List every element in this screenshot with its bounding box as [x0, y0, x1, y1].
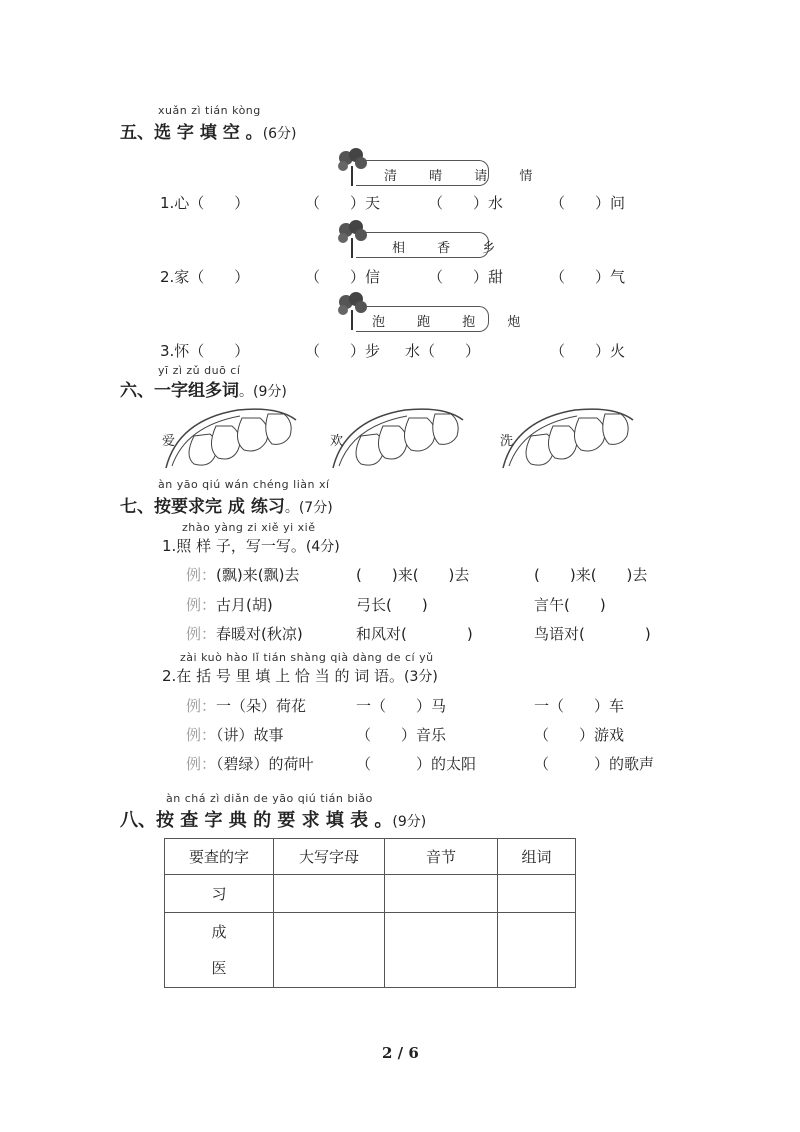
s7-q2-row2-b: （ ）音乐 — [356, 726, 447, 744]
s6-title-text: 六、一字组多词 — [120, 381, 239, 401]
s7-score: 。(7分) — [284, 500, 333, 516]
s5-row1-c: （ ）水 — [428, 194, 504, 212]
table-header: 音节 — [385, 839, 498, 875]
table-cell-blank[interactable] — [274, 875, 385, 913]
example-label: 例： — [186, 755, 217, 773]
example-label: 例： — [186, 566, 217, 584]
table-cell-char: 医 — [211, 959, 227, 977]
s7-q1-row3-b: 和风对( ) — [356, 625, 473, 643]
example-label: 例： — [186, 697, 217, 715]
s5-row3-a: 3.怀（ ） — [160, 342, 250, 360]
s7-q2-row3 — [186, 753, 314, 774]
s7-title — [120, 492, 333, 517]
s7-q1-pinyin: zhào yàng zi xiě yi xiě — [182, 521, 316, 534]
s6-title — [120, 376, 287, 401]
leaf-branch-1 — [158, 400, 308, 472]
table-cell-blank[interactable] — [385, 875, 498, 913]
s7-q1-row3 — [186, 623, 303, 644]
leaf-branch-2 — [325, 400, 475, 472]
table-cell-blank[interactable] — [385, 913, 498, 988]
s7-q2-row3-c: （ ）的歌声 — [534, 755, 655, 773]
word-box-1-text: 清 晴 请 情 — [384, 169, 547, 184]
s7-q2-row2-c: （ ）游戏 — [534, 726, 625, 744]
s5-row2-a: 2.家（ ） — [160, 268, 250, 286]
example-text: 一（朵）荷花 — [216, 697, 307, 715]
s6-char-1: 爱 — [162, 434, 176, 449]
s8-score: (9分) — [392, 814, 427, 830]
example-label: 例： — [186, 596, 217, 614]
s5-row3-b: （ ）步 — [305, 342, 381, 360]
s7-q2-row1 — [186, 695, 306, 716]
example-text: 古月(胡) — [216, 596, 273, 614]
s7-q1-row1-c: ( )来( )去 — [534, 566, 648, 584]
s5-row1-d: （ ）问 — [550, 194, 626, 212]
s7-q1-row1-b: ( )来( )去 — [356, 566, 470, 584]
s7-q1-row2 — [186, 594, 273, 615]
dictionary-table — [164, 838, 576, 988]
s8-title-text: 八、按 查 字 典 的 要 求 填 表 。 — [120, 810, 393, 831]
s7-q1-row2-c: 言午( ) — [534, 596, 606, 614]
s7-q1-row3-c: 鸟语对( ) — [534, 625, 651, 643]
s7-q2-row1-c: 一（ ）车 — [534, 697, 625, 715]
s5-row2-b: （ ）信 — [305, 268, 381, 286]
word-box-2-text: 相 香 乡 — [392, 241, 510, 256]
s7-q1-row1 — [186, 564, 299, 585]
s5-row2-c: （ ）甜 — [428, 268, 504, 286]
s6-char-3: 洗 — [500, 434, 514, 449]
s7-q2-score: (3分) — [404, 669, 438, 685]
s7-q1-score: (4分) — [305, 539, 340, 555]
s5-row3-d: （ ）火 — [550, 342, 626, 360]
table-header: 要查的字 — [165, 839, 274, 875]
s7-q1-row2-b: 弓长( ) — [356, 596, 428, 614]
s7-q2-row3-b: （ ）的太阳 — [356, 755, 477, 773]
s5-title — [120, 118, 297, 143]
s5-row1-b: （ ）天 — [305, 194, 381, 212]
s7-q2-title — [162, 665, 438, 686]
table-cell-char: 习 — [165, 875, 274, 913]
s6-score: 。(9分) — [239, 384, 287, 400]
s5-row3-c: 水（ ） — [405, 342, 481, 360]
s6-char-2: 欢 — [330, 434, 344, 449]
s7-q2-row1-b: 一（ ）马 — [356, 697, 447, 715]
example-label: 例： — [186, 726, 217, 744]
table-cell-blank[interactable] — [498, 875, 576, 913]
s7-q2-title-text: 2.在 括 号 里 填 上 恰 当 的 词 语。 — [162, 667, 404, 685]
example-text: （碧绿）的荷叶 — [216, 755, 314, 773]
s7-q2-pinyin: zài kuò hào lǐ tián shàng qià dàng de cí yǔ — [180, 651, 434, 664]
s7-q2-row2 — [186, 724, 284, 745]
example-text: 春暖对(秋凉) — [216, 625, 303, 643]
s6-pinyin: yī zì zǔ duō cí — [158, 364, 241, 377]
table-cell-char: 成 — [211, 923, 227, 941]
table-cell-blank[interactable] — [274, 913, 385, 988]
s5-title-text: 五、选 字 填 空 。 — [120, 123, 263, 143]
s5-row1-a: 1.心（ ） — [160, 194, 250, 212]
table-cell-char-group — [165, 913, 274, 988]
page-number: 2 / 6 — [382, 1044, 419, 1062]
s7-q1-title-text: 1.照 样 子，写一写。 — [162, 537, 306, 555]
example-label: 例： — [186, 625, 217, 643]
s8-pinyin: àn chá zì diǎn de yāo qiú tián biǎo — [166, 792, 373, 805]
s5-score: (6分) — [262, 126, 297, 142]
table-cell-blank[interactable] — [498, 913, 576, 988]
s8-title — [120, 806, 426, 832]
s5-row2-d: （ ）气 — [550, 268, 626, 286]
word-box-3-text: 泡 跑 抱 炮 — [372, 315, 535, 330]
s5-pinyin: xuǎn zì tián kòng — [158, 104, 261, 117]
s7-title-text: 七、按要求完 成 练习 — [120, 497, 285, 517]
example-text: (飘)来(飘)去 — [216, 566, 300, 584]
table-header: 组词 — [498, 839, 576, 875]
leaf-branch-3 — [495, 400, 645, 472]
s7-q1-title — [162, 535, 340, 556]
s7-pinyin: àn yāo qiú wán chéng liàn xí — [158, 478, 330, 491]
table-header: 大写字母 — [274, 839, 385, 875]
example-text: （讲）故事 — [216, 726, 284, 744]
